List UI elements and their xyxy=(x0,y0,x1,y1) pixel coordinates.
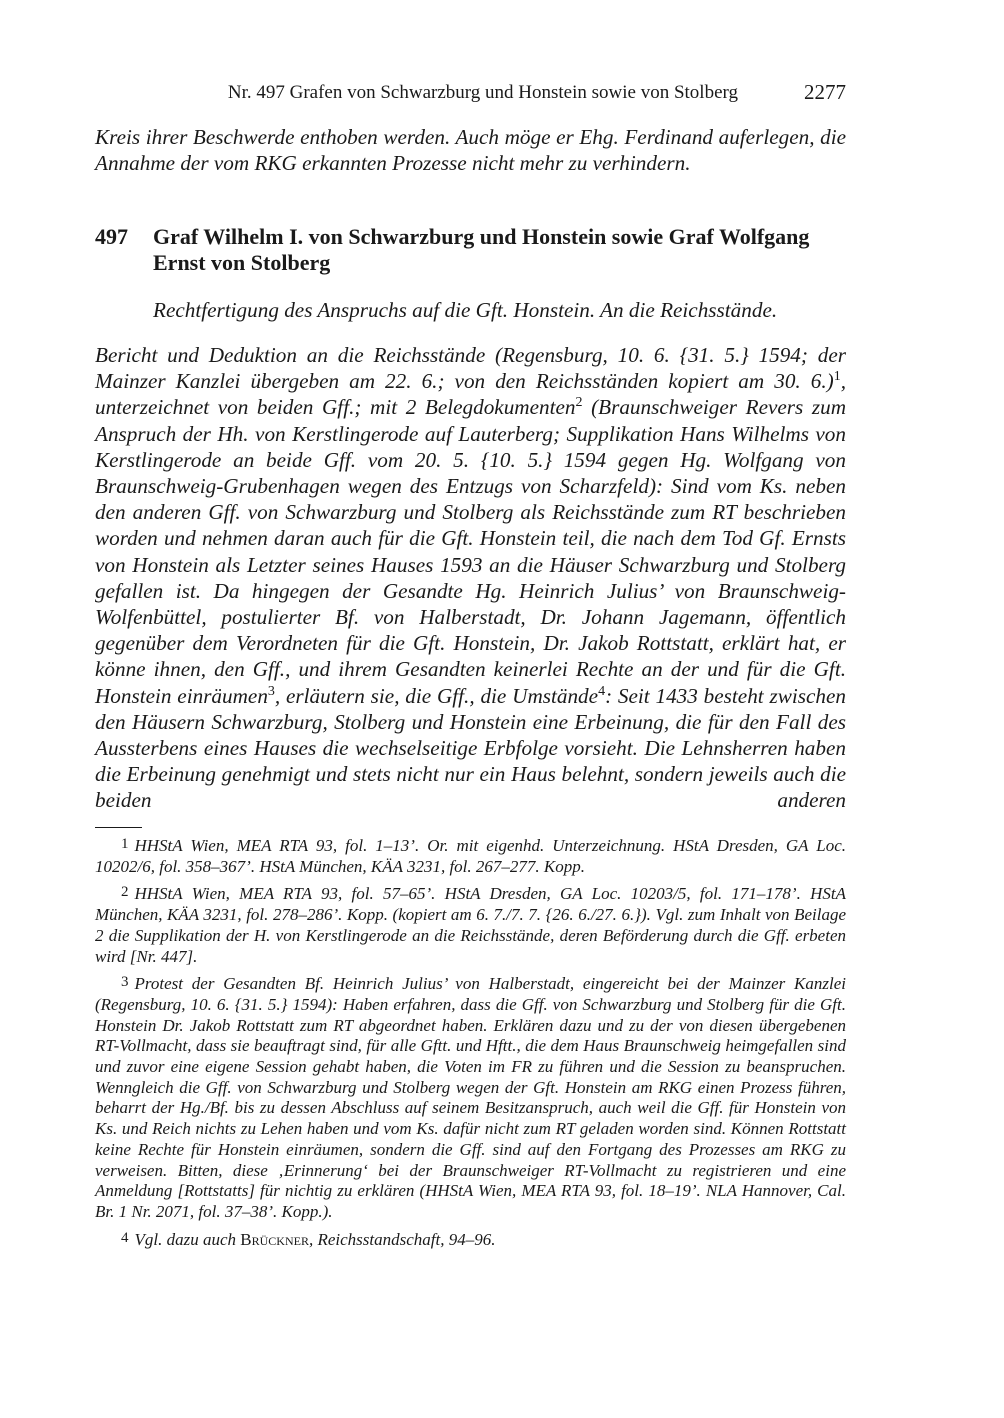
footnote-number: 4 xyxy=(121,1229,129,1246)
intro-paragraph: Kreis ihrer Beschwerde enthoben werden. Auch möge er Ehg. Ferdinand auferlegen, die Annahme der vom RKG erkannten Prozesse nicht mehr zu verhindern. xyxy=(95,125,846,176)
footnote-ref: 4 xyxy=(598,683,606,699)
footnote-number: 1 xyxy=(121,836,129,852)
footnote-ref: 2 xyxy=(575,395,583,411)
footnote xyxy=(95,972,846,1222)
footnote-text: Protest der Gesandten Bf. Heinrich Julius’ von Halberstadt, eingereicht bei der Mainzer Kanzlei (Regensburg, 10. 6. {31. 5.} 1594): Haben erfahren, dass die Gff. von Schwarzburg und Stolberg für die Gft. Honstein Dr. Jakob Rottstatt zum RT abgeordnet haben. Erklären dazu und zu der von diesen übergebenen RT-Vollmacht, dass sie beauftragt sind, für alle Gftt. und Hftt., die dem Haus Braunschweig heimgefallen sind und zuvor eine eigene Session gehabt haben, die Voten im FR zu führen und die Session zu beanspruchen. Wenngleich die Gff. von Schwarzburg und Stolberg wegen der Gft. Honstein am RKG einen Prozess führen, beharrt der Hg./Bf. bis zu dessen Abschluss auf seinem Besitzanspruch, auch weil die Gff. für Honstein von Ks. und Reich nichts zu Lehen haben und vom Ks. dafür nicht zum RT geladen worden sind. Können Rottstatt keine Rechte für Honstein einräumen, sondern die Gff. sind auf den Fortgang des Prozesses am RKG zu verweisen. Bitten, diese ‚Erinnerung‘ bei der Braunschweiger RT-Vollmacht zu registrieren und eine Anmeldung [Rottstatts] für nichtig zu erklären (HHStA Wien, MEA RTA 93, fol. 18–19’. NLA Hannover, Cal. Br. 1 Nr. 2071, fol. 37–38’. Kopp.). xyxy=(95,974,846,1221)
footnote-text: Vgl. dazu auch xyxy=(134,1229,237,1249)
footnote-text: HHStA Wien, MEA RTA 93, fol. 57–65’. HStA Dresden, GA Loc. 10203/5, fol. 171–178’. HStA München, KÄA 3231, fol. 278–286’. Kopp. (kopiert am 6. 7./7. 7. {26. 6./27. 6.}). Vgl. zum Inhalt von Beilage 2 die Supplikation der H. von Kerstlingerode an die Reichsstände, deren Beförderung durch die Gff. erbeten wird [Nr. 447]. xyxy=(95,884,846,966)
main-text-part: (Braunschweiger Revers zum Anspruch der Hh. von Kerstlingerode auf Lauterberg; Supplikation Hans Wilhelms von Kerstlingerode an beide Gff. vom 20. 5. {10. 5.} 1594 gegen Hg. Wolfgang von Braunschweig-Grubenhagen wegen des Entzugs von Scharzfeld): Sind vom Ks. neben den anderen Gff. von Schwarzburg und Stolberg als Reichsstände zum RT beschrieben worden und nehmen daran auch für die Gft. Honstein teil, die nach dem Tod Gf. Ernsts von Honstein als Letzter seines Hauses 1593 an die Häuser Schwarzburg und Stolberg gefallen ist. Da hingegen der Gesandte Hg. Heinrich Julius’ von Braunschweig-Wolfenbüttel, postulierter Bf. von Halberstadt, Dr. Johann Jagemann, öffentlich gegenüber dem Verordneten für die Gft. Honstein, Dr. Jakob Rottstatt, erklärt hat, er könne ihnen, den Gff., und ihrem Gesandten keinerlei Rechte an der und für die Gft. Honstein einräumen xyxy=(95,395,847,708)
running-head xyxy=(95,80,846,106)
document-title: Graf Wilhelm I. von Schwarzburg und Honstein sowie Graf Wolfgang Ernst von Stolberg xyxy=(153,224,810,275)
footnote xyxy=(95,834,846,877)
main-text-part: Bericht und Deduktion an die Reichsstände (Regensburg, 10. 6. {31. 5.} 1594; der Mainzer Kanzlei übergeben am 22. 6.; von den Reichsständen kopiert am 30. 6.) xyxy=(95,343,846,394)
main-text-part: , erläutern sie, die Gff., die Umstände xyxy=(274,683,599,708)
footnote-ref: 3 xyxy=(267,683,275,699)
footnote-number: 2 xyxy=(121,884,129,901)
main-text-part: , unterzeichnet von beiden Gff.; mit 2 Belegdokumenten xyxy=(95,369,846,420)
footnote xyxy=(95,882,846,967)
page-number: 2277 xyxy=(804,80,846,104)
footnote-text: , Reichsstandschaft, 94–96. xyxy=(308,1229,496,1249)
running-head-title: Nr. 497 Grafen von Schwarzburg und Honstein sowie von Stolberg xyxy=(227,82,738,103)
footnote xyxy=(95,1228,846,1251)
footnote-ref: 1 xyxy=(833,369,841,385)
main-paragraph xyxy=(95,342,846,814)
document-subtitle: Rechtfertigung des Anspruchs auf die Gft. Honstein. An die Reichsstände. xyxy=(153,298,778,322)
footnote-number: 3 xyxy=(121,974,129,991)
footnote-text: HHStA Wien, MEA RTA 93, fol. 1–13’. Or. mit eigenhd. Unterzeichnung. HStA Dresden, GA Loc. 10202/6, fol. 358–367’. HStA München, KÄA 3231, fol. 267–277. Kopp. xyxy=(95,836,846,876)
footnote-author: Brückner xyxy=(240,1229,309,1249)
footnotes xyxy=(95,834,846,1255)
main-text-part: : Seit 1433 besteht zwischen den Häusern Schwarzburg, Stolberg und Honstein eine Erbeinung, die für den Fall des Aussterbens eines Hauses die wechselseitige Erbfolge vorsieht. Die Lehnsherren haben die Erbeinung genehmigt und stets nicht nur ein Haus belehnt, sondern jeweils auch die beiden anderen xyxy=(95,683,846,813)
document-number: 497 xyxy=(95,224,128,249)
footnote-separator xyxy=(95,827,142,828)
